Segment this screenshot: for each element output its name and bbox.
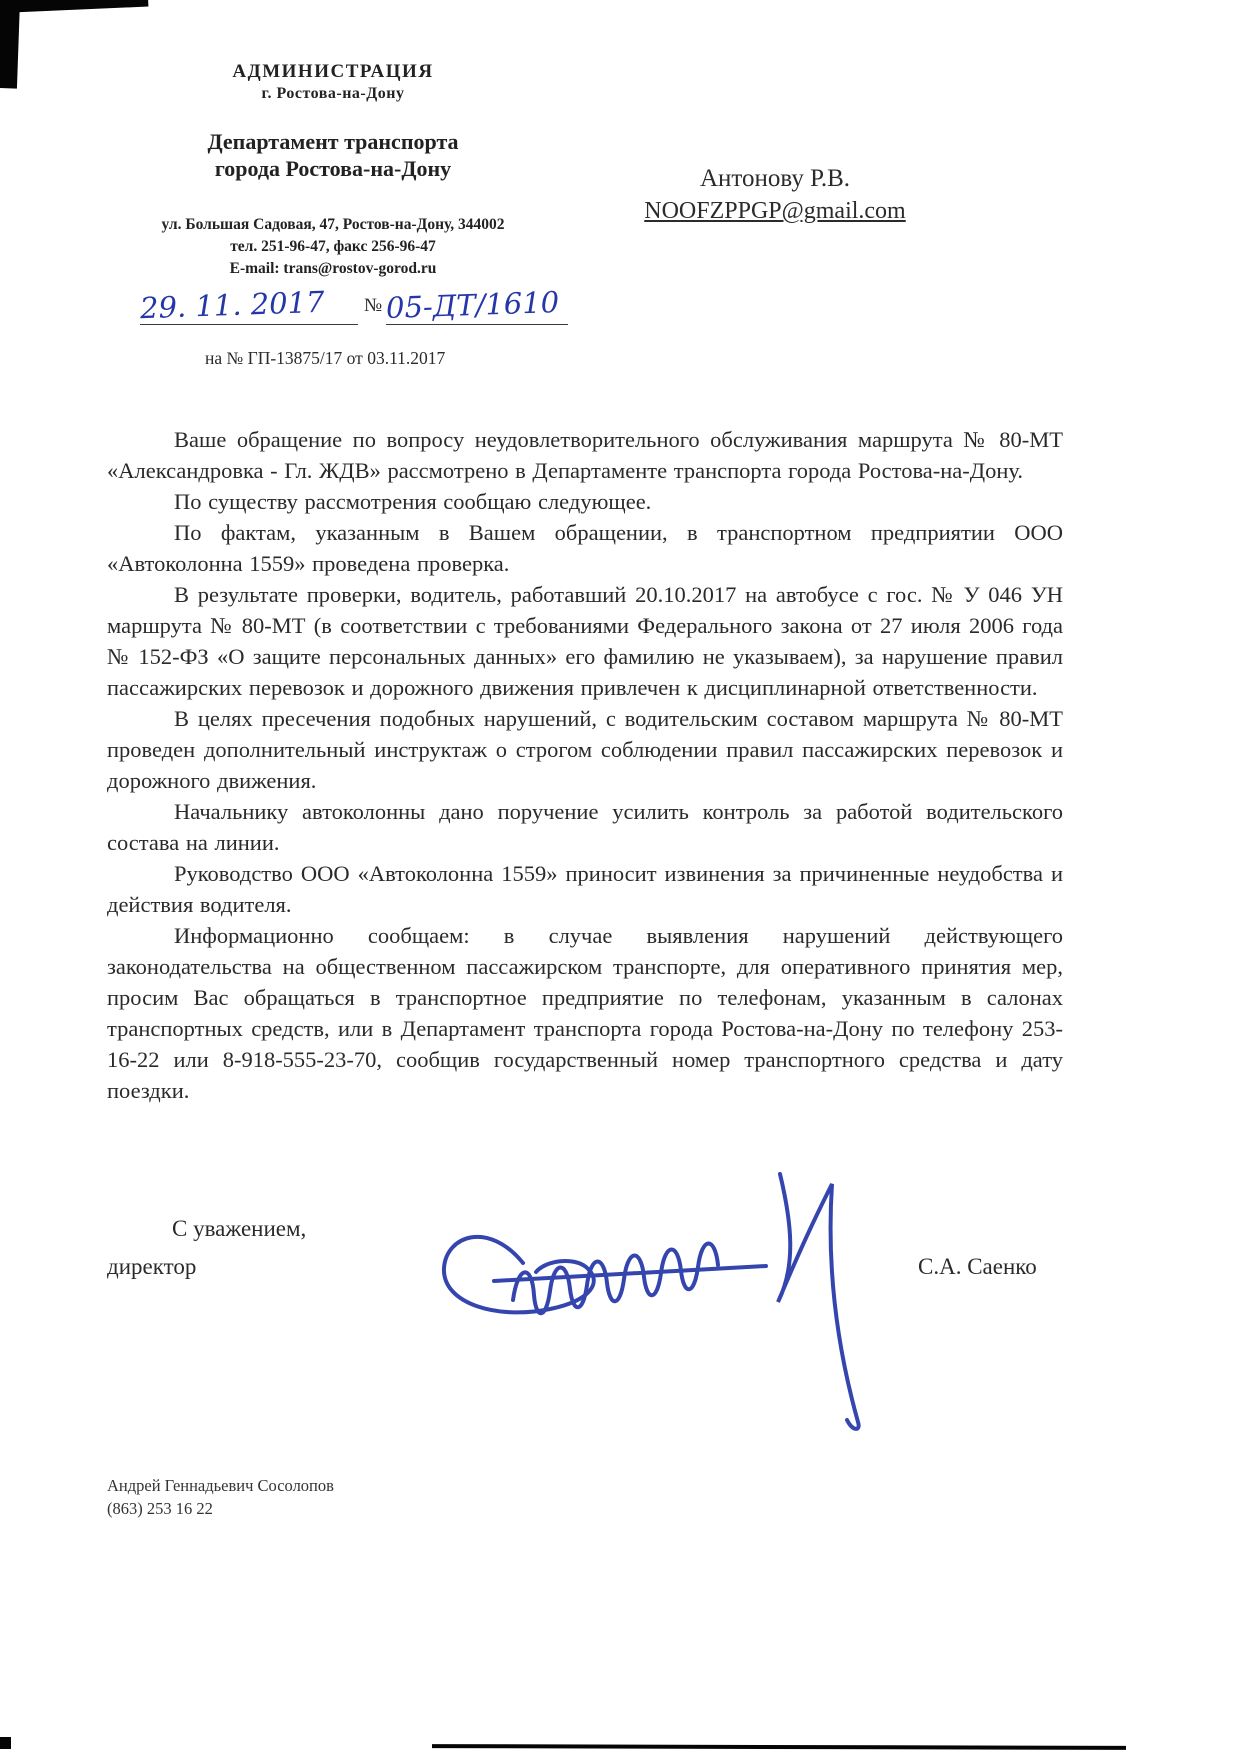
scan-artifact-left: [0, 0, 20, 89]
body-paragraph: Руководство ООО «Автоколонна 1559» приносит извинения за причиненные неудобства и действия водителя.: [107, 861, 1063, 917]
recipient-email: NOOFZPPGP@gmail.com: [644, 198, 906, 224]
body-paragraph: По существу рассмотрения сообщаю следующее.: [174, 489, 652, 514]
letterhead-phone: тел. 251-96-47, факс 256-96-47: [230, 238, 436, 255]
handwritten-number: 05-ДТ/1610: [385, 284, 560, 326]
recipient-block: [610, 163, 940, 227]
recipient-name: Антонову Р.В.: [699, 165, 851, 192]
contact-name: Андрей Геннадьевич Сосолопов: [107, 1476, 334, 1495]
dept-name-line2: города Ростова-на-Дону: [214, 156, 452, 181]
signer-title: директор: [107, 1254, 197, 1279]
signer-name: С.А. Саенко: [918, 1254, 1037, 1279]
handwritten-date: 29. 11. 2017: [139, 284, 326, 326]
dept-name-line1: Департамент транспорта: [207, 129, 459, 154]
number-sign: №: [364, 295, 383, 316]
executor-block: [107, 1474, 334, 1520]
scan-artifact-top: [0, 0, 148, 13]
scan-artifact-bottom-blob: [0, 1737, 11, 1749]
reply-reference: на № ГП-13875/17 от 03.11.2017: [205, 348, 446, 368]
letterhead-email: E-mail: trans@rostov-gorod.ru: [229, 260, 437, 277]
scan-artifact-bottom-line: [432, 1744, 1126, 1750]
body-paragraph: В результате проверки, водитель, работавший 20.10.2017 на автобусе с гос. № У 046 УН маршрута № 80-МТ (в соответствии с требованиями Федерального закона от 27 июля 2006 года № 152-ФЗ «О защите персональных данных» его фамилию не указываем), за нарушение правил пассажирских перевозок и дорожного движения привлечен к дисциплинарной ответственности.: [107, 582, 1063, 700]
org-name: АДМИНИСТРАЦИЯ: [232, 61, 434, 82]
letterhead: [120, 60, 546, 280]
signature-scribble: [428, 1168, 890, 1440]
body-paragraph: Ваше обращение по вопросу неудовлетворительного обслуживания маршрута № 80-МТ «Александровка - Гл. ЖДВ» рассмотрено в Департаменте транспорта города Ростова-на-Дону.: [107, 427, 1063, 483]
body-paragraph: По фактам, указанным в Вашем обращении, в транспортном предприятии ООО «Автоколонна 1559» проведена проверка.: [107, 520, 1063, 576]
letterhead-address: ул. Большая Садовая, 47, Ростов-на-Дону, 344002: [161, 216, 505, 233]
contact-phone: (863) 253 16 22: [107, 1499, 213, 1518]
body-paragraph: В целях пресечения подобных нарушений, с водительским составом маршрута № 80-МТ проведен дополнительный инструктаж о строгом соблюдении правил пассажирских перевозок и дорожного движения.: [107, 706, 1063, 793]
closing-line: С уважением,: [172, 1216, 307, 1241]
body-paragraph: Информационно сообщаем: в случае выявления нарушений действующего законодательства на общественном пассажирском транспорте, для оперативного принятия мер, просим Вас обращаться в транспортное предприятие по телефонам, указанным в салонах транспортных средств, или в Департамент транспорта города Ростова-на-Дону по телефону 253-16-22 или 8-918-555-23-70, сообщив государственный номер транспортного средства и дату поездки.: [107, 923, 1063, 1103]
letter-body: [107, 424, 1063, 1106]
org-city: г. Ростова-на-Дону: [261, 85, 405, 102]
reference-line: [139, 284, 660, 326]
body-paragraph: Начальнику автоколонны дано поручение усилить контроль за работой водительского состава на линии.: [107, 799, 1063, 855]
